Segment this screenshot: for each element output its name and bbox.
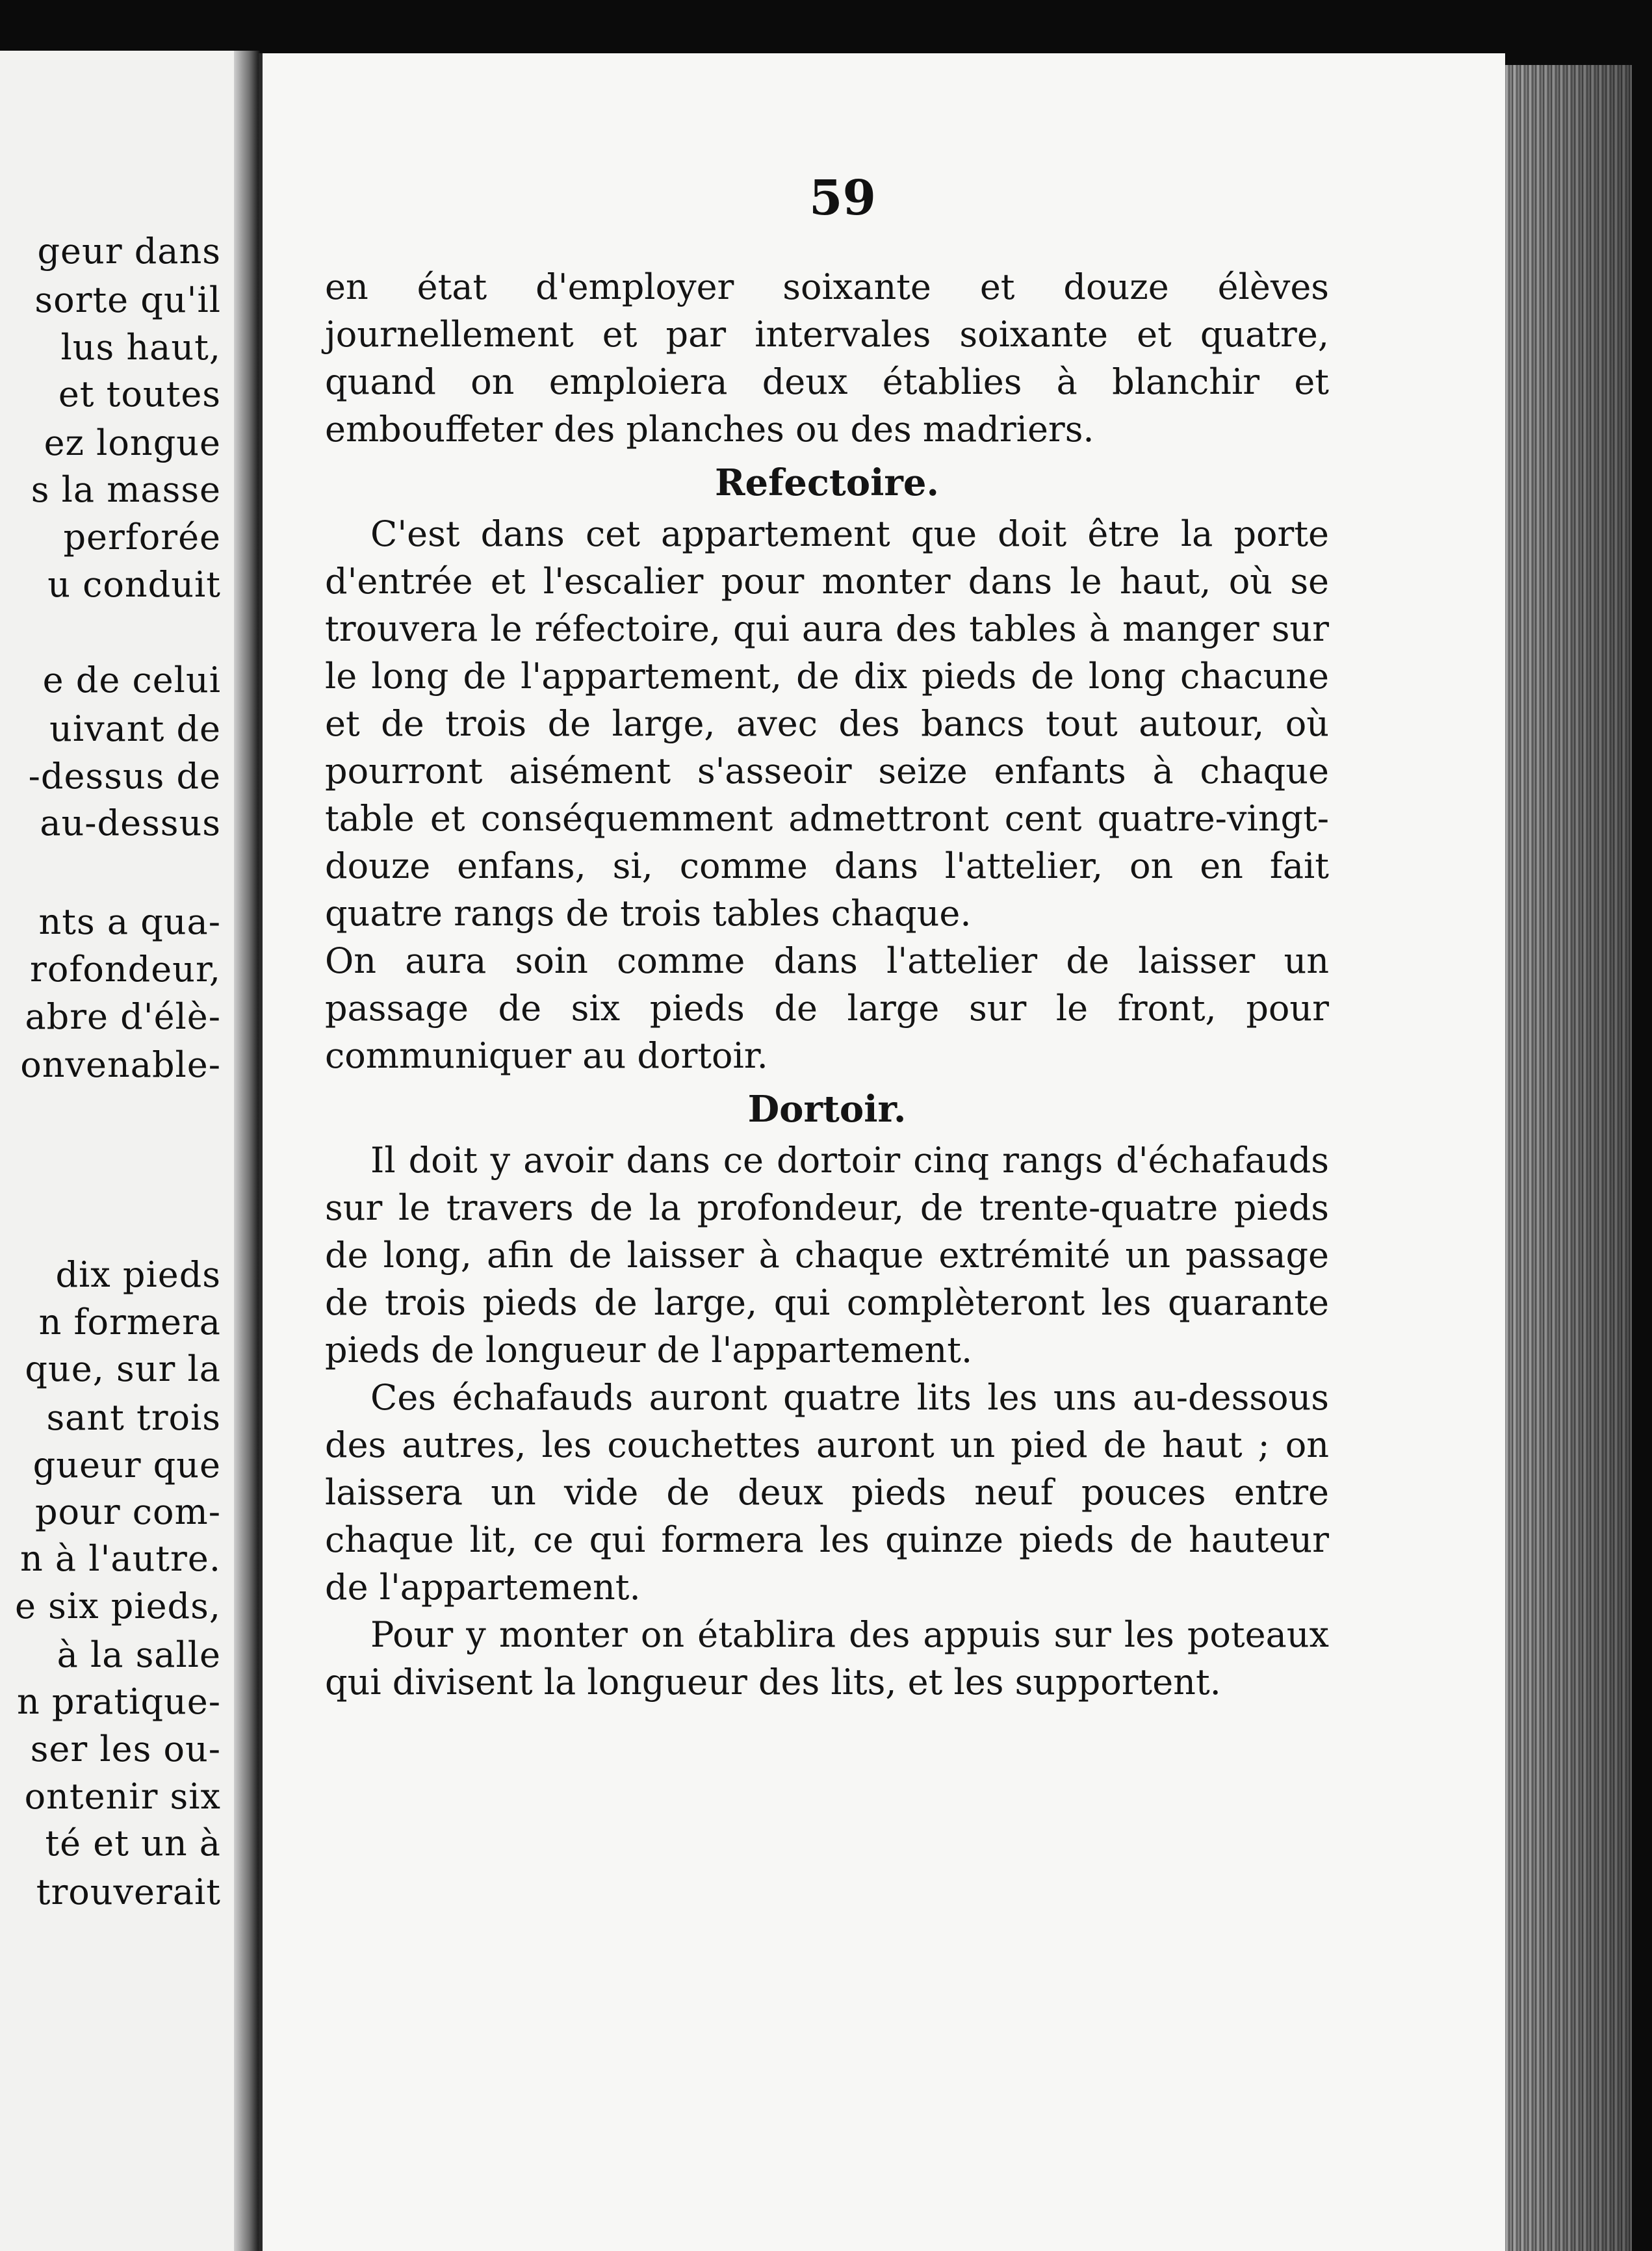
left-page-line: ser les ou- — [30, 1729, 221, 1769]
page-edges-shadow — [1505, 65, 1632, 2251]
page-body — [325, 263, 1329, 1706]
left-page-line: pour com- — [34, 1491, 221, 1532]
page-edge-rule — [259, 53, 263, 2251]
paragraph: en état d'employer soixante et douze élèves journellement et par intervales soixante et quatre, quand on emploiera deux établies à blanchir et embouffeter des planches ou des madriers. — [325, 266, 1329, 450]
left-page-line: et toutes — [58, 374, 221, 415]
left-page-line: n formera — [38, 1302, 221, 1343]
left-page-line: ez longue — [44, 422, 221, 463]
left-page-line: que, sur la — [25, 1348, 221, 1389]
left-page-line: e de celui — [42, 660, 221, 701]
left-page-line: e six pieds, — [15, 1586, 221, 1627]
paragraph: C'est dans cet appartement que doit être la porte d'entrée et l'escalier pour monter dans le haut, où se trouvera le réfectoire, qui aura des tables à manger sur le long de l'appartement, de dix pieds de long chacune et de trois de large, avec des bancs tout autour, où pourront aisément s'asseoir seize enfants à chaque table et conséquemment admettront cent quatre-vingt-douze enfans, si, comme dans l'attelier, on en fait quatre rangs de trois tables chaque. — [325, 513, 1329, 934]
left-page-line: sant trois — [46, 1397, 221, 1438]
left-page-line: n pratique- — [16, 1681, 221, 1722]
left-page-line: uivant de — [49, 708, 221, 749]
left-page-line: té et un à — [45, 1823, 221, 1864]
left-page-line: n à l'autre. — [19, 1538, 221, 1579]
left-page-line: geur dans — [37, 231, 221, 272]
left-page-line: lus haut, — [60, 327, 221, 368]
left-page-line: gueur que — [32, 1445, 221, 1486]
left-page-line: onvenable- — [20, 1044, 221, 1085]
page-number: 59 — [809, 170, 876, 226]
left-page-line: trouverait — [36, 1872, 221, 1912]
left-page-line: rofondeur, — [30, 949, 221, 990]
paragraph: Il doit y avoir dans ce dortoir cinq rangs d'échafauds sur le travers de la profondeur, de trente-quatre pieds de long, afin de laisser à chaque extrémité un passage de trois pieds de large, qui complèteront les quarante pieds de longueur de l'appartement. — [325, 1140, 1329, 1370]
paragraph: Ces échafauds auront quatre lits les uns au-dessous des autres, les couchettes auront un pied de haut ; on laissera un vide de deux pieds neuf pouces entre chaque lit, ce qui formera les quinze pieds de hauteur de l'appartement. — [325, 1377, 1329, 1608]
left-page-line: sorte qu'il — [34, 279, 221, 320]
section-heading-refectoire: Refectoire. — [714, 461, 940, 504]
left-page-line: -dessus de — [28, 756, 221, 797]
left-page-line: ontenir six — [24, 1776, 221, 1817]
left-page-line: s la masse — [31, 469, 221, 510]
left-page-line: u conduit — [47, 564, 221, 605]
left-page-line: dix pieds — [55, 1254, 221, 1295]
left-page-line: perforée — [63, 517, 221, 558]
left-page-line: nts a qua- — [38, 901, 221, 942]
left-page-line: à la salle — [57, 1634, 221, 1675]
section-heading-dortoir: Dortoir. — [747, 1088, 907, 1131]
left-page-line: au-dessus — [40, 803, 221, 843]
left-page-line: abre d'élè- — [25, 996, 221, 1037]
paragraph: Pour y monter on établira des appuis sur les poteaux qui divisent la longueur des lits, et les supportent. — [325, 1614, 1329, 1703]
paragraph: On aura soin comme dans l'attelier de laisser un passage de six pieds de large sur le front, pour communiquer au dortoir. — [325, 940, 1329, 1076]
left-page-gutter — [234, 51, 260, 2251]
